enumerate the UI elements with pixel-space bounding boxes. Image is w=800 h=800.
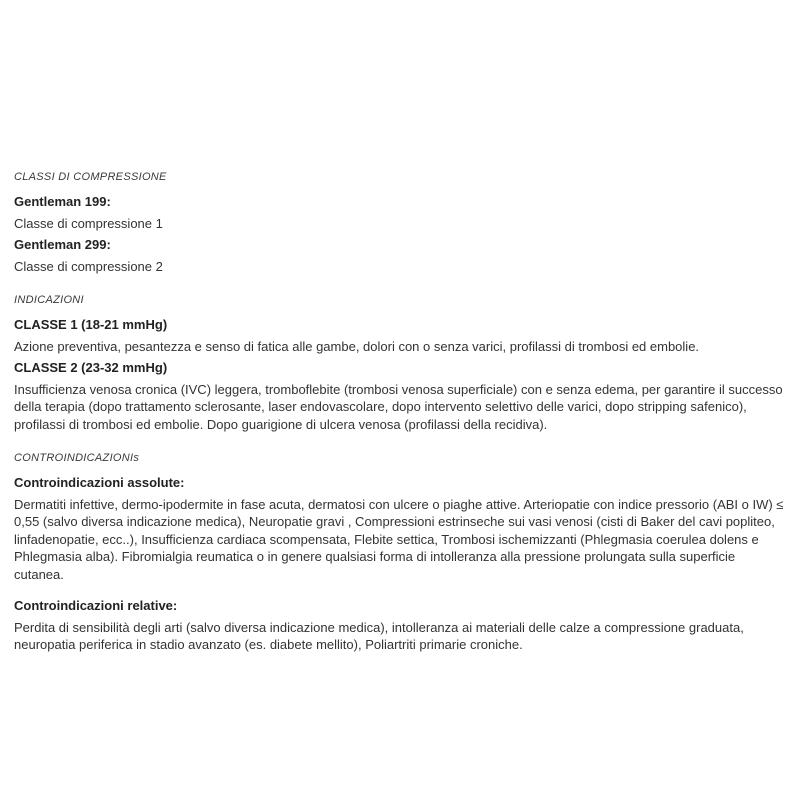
classe-2-text: Insufficienza venosa cronica (IVC) leggera, tromboflebite (trombosi venosa superficiale) con e senza edema, per garantire il successo della terapia (dopo trattamento sclerosante, laser endovascolare, dopo intervento selettivo delle varici, dopo stripping safenico), profilassi di trombosi ed embolie. Dopo guarigione di ulcera venosa (profilassi della recidiva). [14,381,783,432]
classe-2-label: CLASSE 2 (23-32 mmHg) [14,360,168,375]
gentleman-299-text: Classe di compressione 2 [14,258,163,274]
section-heading-compression-classes: CLASSI DI COMPRESSIONE [14,171,167,183]
section-heading-contraindications: CONTROINDICAZIONIs [14,452,140,464]
classe-1-text: Azione preventiva, pesantezza e senso di fatica alle gambe, dolori con o senza varici, profilassi di trombosi ed embolie. [14,338,700,354]
section-compression-classes [14,170,786,275]
absolute-contraindications-label: Controindicazioni assolute: [14,475,185,490]
absolute-contraindications-text: Dermatiti infettive, dermo-ipodermite in fase acuta, dermatosi con ulcere o piaghe attive. Arteriopatie con indice pressorio (ABI o IW) ≤ 0,55 (salvo diversa indicazione medica), Neuropatie gravi , Compressioni estrinseche sui vasi venosi (cisti di Baker del cavi popliteo, linfadenopatie, ecc..), Insufficienza cardiaca scompensata, Flebite settica, Trombosi ischemizzanti (Phlegmasia coerulea dolens e Phlegmasia alba). Fibromialgia reumatica o in genere qualsiasi forma di intolleranza alla pressione prolungata sulla superficie cutanea. [14,496,784,582]
classe-1-label: CLASSE 1 (18-21 mmHg) [14,317,168,332]
gentleman-199-label: Gentleman 199: [14,194,111,209]
relative-contraindications-label: Controindicazioni relative: [14,598,178,613]
relative-contraindications-text: Perdita di sensibilità degli arti (salvo diversa indicazione medica), intolleranza ai materiali delle calze a compressione graduata, neuropatia periferica in stadio avanzato (es. diabete mellito), Poliartriti primarie croniche. [14,619,744,652]
section-heading-indications: INDICAZIONI [14,294,84,306]
section-contraindications [14,451,786,654]
section-indications [14,293,786,433]
gentleman-199-text: Classe di compressione 1 [14,215,163,231]
gentleman-299-label: Gentleman 299: [14,237,111,252]
